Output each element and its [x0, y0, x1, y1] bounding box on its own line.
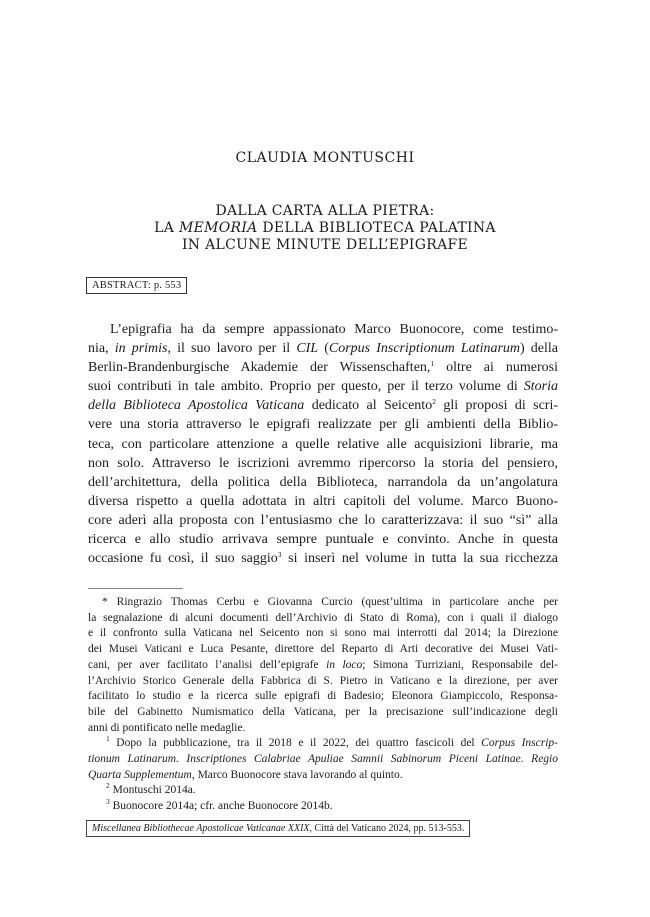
footnote-line: facilitato lo studio e la ricerca sulle epigrafi di Badesio; Eleonora Giampiccolo, Responsa- — [88, 690, 558, 703]
footnotes — [88, 595, 558, 815]
body-line: occasione fu così, il suo saggio$^3$ si inserì nel volume in tutta la sua ricchezza — [88, 550, 558, 567]
footnote-1: $^1$ Dopo la pubblicazione, tra il 2018 e il 2022, dei quattro fascicoli del Corpus Inscrip- — [106, 734, 559, 750]
footnote-line: anni di pontificato nelle medaglie. — [88, 721, 246, 734]
body-line: diversa rispetto a quella adottata in altri capitoli del volume. Marco Buono- — [88, 493, 558, 509]
body-line: ricerca e allo studio arrivava sempre puntuale e convinto. Anche in questa — [88, 532, 558, 548]
title-line-2: LA MEMORIA DELLA BIBLIOTECA PALATINA — [154, 220, 496, 236]
footnote-ref-2[interactable]: 2 — [432, 397, 436, 407]
footnote-divider — [88, 588, 183, 589]
body-line: core aderì alla proposta con l’entusiasmo che lo caratterizzava: il suo “sì” alla — [88, 512, 558, 528]
body-line: nia, in primis, il suo lavoro per il CIL (Corpus Inscriptionum Latinarum) della — [88, 341, 558, 357]
body-line: vere una storia attraverso le epigrafi realizzate per gli ambienti della Biblio- — [88, 417, 558, 433]
footnote-2: $^2$ Montuschi 2014a. — [106, 781, 196, 797]
footnote-line: dei Musei Vaticani e Luca Pesante, direttore del Reparto di Arti decorative dei Musei Vati- — [88, 643, 558, 656]
footnote-line: e il confronto sulla Vaticana nel Seicento non si sono mai interrotti dal 2014; la Direzione — [88, 627, 558, 640]
footnote-ref-3[interactable]: 3 — [277, 550, 282, 560]
body-line: non solo. Attraverso le iscrizioni avremmo ripercorso la storia del pensiero, — [88, 455, 558, 471]
author-name: CLAUDIA MONTUSCHI — [235, 150, 415, 166]
footnote-line: la segnalazione di alcuni documenti dell’Archivio di Stato di Roma), con i quali il dialogo — [88, 611, 558, 624]
footnote-line: bile del Gabinetto Numismatico della Vaticana, per la precisazione sull’indicazione degli — [88, 705, 558, 718]
abstract-link[interactable]: ABSTRACT: p. 553 — [86, 277, 187, 294]
footnote-line: Quarta Supplementum, Marco Buonocore stava lavorando al quinto. — [88, 768, 403, 781]
footnote-line: * Ringrazio Thomas Cerbu e Giovanna Curcio (quest’ultima in particolare anche per — [102, 596, 558, 608]
body-line: della Biblioteca Apostolica Vaticana dedicato al Seicento$^2$ gli proposi di scri- — [88, 397, 559, 414]
body-line: teca, con particolare attenzione a quelle relative alle acquisizioni librarie, ma — [88, 436, 558, 452]
footnote-line: tionum Latinarum. Inscriptiones Calabriae Apuliae Samnii Sabinorum Piceni Latinae. Regio — [88, 753, 558, 766]
title-line-3: IN ALCUNE MINUTE DELL’EPIGRAFE — [181, 237, 469, 253]
title-line-1: DALLA CARTA ALLA PIETRA: — [215, 203, 435, 219]
article-title — [0, 203, 650, 254]
footnote-ref-1[interactable]: 1 — [430, 359, 435, 369]
footnote-line: cani, per aver facilitato l’analisi dell’epigrafe in loco; Simona Turriziani, Responsabile del- — [88, 658, 559, 671]
citation-footer: Miscellanea Bibliothecae Apostolicae Vaticanae XXIX, Città del Vaticano 2024, pp. 513-553. — [86, 820, 470, 837]
body-line: L’epigrafia ha da sempre appassionato Marco Buonocore, come testimo- — [110, 322, 558, 337]
body-line: dell’architettura, della politica della Biblioteca, narrandola da un’angolatura — [88, 474, 558, 490]
body-line: suoi contributi in tale ambito. Proprio per questo, per il terzo volume di Storia — [88, 379, 558, 395]
body-paragraph — [88, 320, 558, 568]
footnote-line: l’Archivio Storico Generale della Fabbrica di S. Pietro in Vaticano e la direzione, per aver — [88, 674, 558, 687]
footnote-3: $^3$ Buonocore 2014a; cfr. anche Buonocore 2014b. — [106, 797, 333, 813]
body-line: Berlin-Brandenburgische Akademie der Wissenschaften,$^1$ oltre ai numerosi — [88, 359, 558, 376]
